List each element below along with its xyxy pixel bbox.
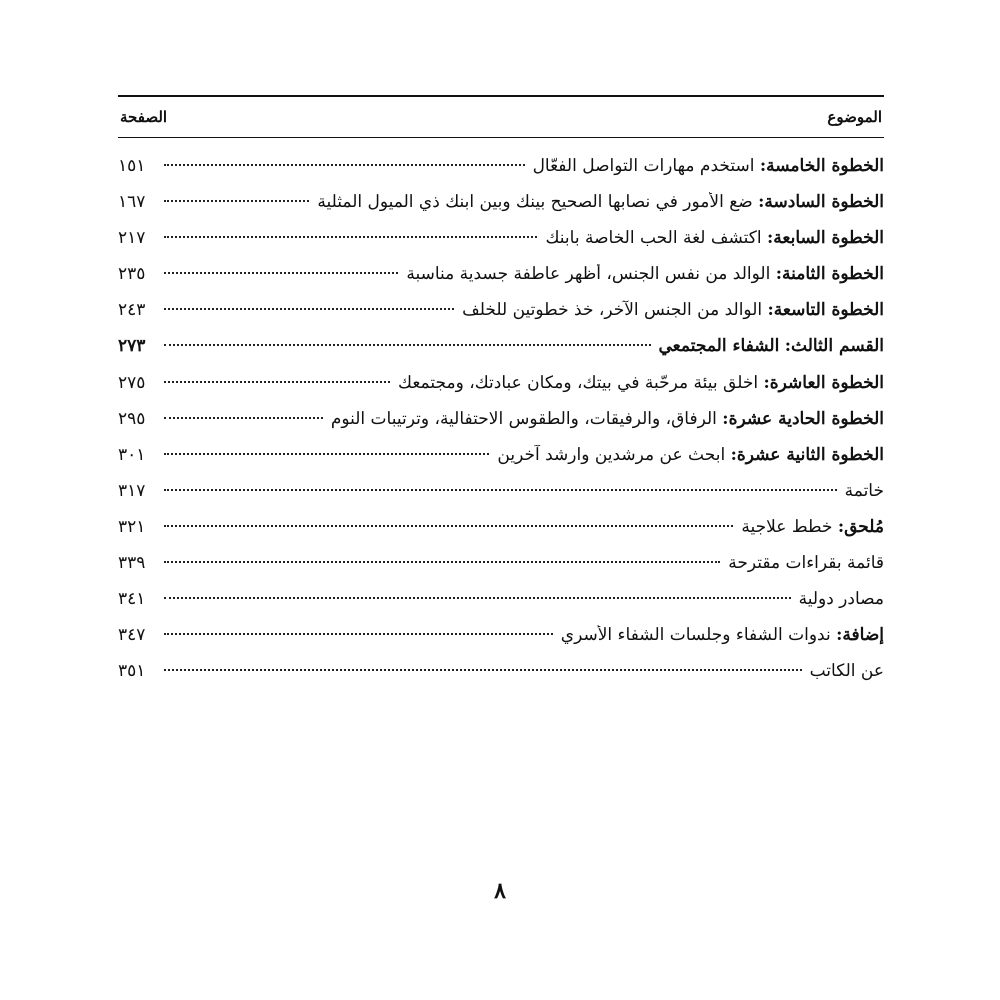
toc-title: استخدم مهارات التواصل الفعّال xyxy=(532,156,755,176)
toc-entry[interactable] xyxy=(118,553,884,589)
toc-title: قائمة بقراءات مقترحة xyxy=(728,553,884,574)
toc-leader-dots xyxy=(164,453,489,455)
toc-entry[interactable] xyxy=(118,625,884,661)
toc-title: خاتمة xyxy=(844,480,884,501)
toc-entry-text xyxy=(728,553,884,573)
toc-step-label: الخطوة الخامسة xyxy=(766,156,884,176)
toc-page-number: ٣٣٩ xyxy=(118,553,146,574)
toc-entry-text xyxy=(462,300,884,320)
toc-title: الرفاق، والرفيقات، والطقوس الاحتفالية، وترتيبات النوم xyxy=(330,408,717,429)
toc-title: اخلق بيئة مرحّبة في بيتك، ومكان عبادتك، ومجتمعك xyxy=(398,372,759,393)
toc-leader-dots xyxy=(164,236,537,238)
toc-separator: : xyxy=(836,625,843,646)
toc-separator: : xyxy=(766,228,774,249)
toc-leader-dots xyxy=(164,308,454,310)
toc-entry-text xyxy=(398,373,884,393)
toc-entry-text xyxy=(561,625,884,645)
toc-entry[interactable] xyxy=(118,445,884,481)
toc-entry-text xyxy=(741,517,884,537)
toc-step-label: الخطوة السابعة xyxy=(773,228,884,249)
toc-leader-dots xyxy=(164,489,837,491)
toc-separator: : xyxy=(775,264,782,285)
toc-title: الوالد من نفس الجنس، أظهر عاطفة جسدية مناسبة xyxy=(406,264,771,285)
toc-page-number: ٣٤٧ xyxy=(118,625,146,646)
toc-entry[interactable] xyxy=(118,481,884,517)
toc-step-label: إضافة xyxy=(842,625,884,646)
toc-entry-text xyxy=(810,661,884,681)
toc-leader-dots xyxy=(164,272,398,274)
toc-page-number: ٢٤٣ xyxy=(118,300,146,321)
toc-leader-dots xyxy=(164,633,553,635)
toc-step-label: الخطوة الثامنة xyxy=(782,264,884,285)
toc-entry[interactable] xyxy=(118,156,884,192)
toc-page-number: ٣٥١ xyxy=(118,661,146,682)
toc-page-number: ٣١٧ xyxy=(118,480,146,501)
toc-entry[interactable] xyxy=(118,264,884,300)
toc-entry[interactable] xyxy=(118,589,884,625)
toc-leader-dots xyxy=(164,381,390,383)
toc-entry-text xyxy=(799,589,884,609)
toc-entry-text xyxy=(317,192,884,212)
toc-title: عن الكاتب xyxy=(809,661,884,682)
toc-leader-dots xyxy=(164,525,733,527)
toc-leader-dots xyxy=(164,200,309,202)
toc-page xyxy=(118,95,884,697)
toc-page-number: ٢٧٣ xyxy=(118,336,146,357)
toc-entry-text xyxy=(406,264,884,284)
page-column-label: الصفحة xyxy=(120,108,168,126)
toc-step-label: الخطوة السادسة xyxy=(764,192,884,213)
toc-entry[interactable] xyxy=(118,228,884,264)
toc-leader-dots xyxy=(164,344,651,346)
toc-separator: : xyxy=(767,300,774,321)
toc-title: ابحث عن مرشدين وارشد آخرين xyxy=(497,444,726,465)
toc-entry-text xyxy=(497,445,884,465)
toc-page-number: ٣٠١ xyxy=(118,444,146,465)
toc-leader-dots xyxy=(164,561,720,563)
toc-separator: : xyxy=(730,444,737,465)
toc-separator: : xyxy=(759,156,767,176)
toc-entry-text xyxy=(659,336,884,356)
toc-entry[interactable] xyxy=(118,300,884,336)
toc-separator: : xyxy=(758,192,765,213)
toc-step-label: الخطوة الثانية عشرة xyxy=(736,444,884,465)
toc-list xyxy=(118,156,884,697)
toc-step-label: الخطوة الحادية عشرة xyxy=(728,408,884,429)
toc-leader-dots xyxy=(164,597,791,599)
toc-page-number: ١٦٧ xyxy=(118,192,146,213)
toc-page-number: ٣٤١ xyxy=(118,589,146,610)
toc-separator: : xyxy=(763,372,770,393)
toc-separator: : xyxy=(837,516,845,537)
toc-separator: : xyxy=(784,336,791,357)
toc-title: الوالد من الجنس الآخر، خذ خطوتين للخلف xyxy=(462,300,763,321)
toc-page-number: ٢٣٥ xyxy=(118,264,146,285)
toc-title: ضع الأمور في نصابها الصحيح بينك وبين ابنك ذي الميول المثلية xyxy=(317,192,753,213)
toc-entry[interactable] xyxy=(118,373,884,409)
toc-page-number: ٢٩٥ xyxy=(118,408,146,429)
toc-leader-dots xyxy=(164,417,323,419)
toc-entry-text xyxy=(545,228,884,248)
toc-section-heading[interactable] xyxy=(118,336,884,372)
toc-entry-text xyxy=(331,409,884,429)
toc-title: مصادر دولية xyxy=(798,589,884,610)
toc-leader-dots xyxy=(164,669,802,671)
toc-step-label: مُلحق xyxy=(844,516,884,537)
toc-page-number: ٢١٧ xyxy=(118,228,146,249)
toc-step-label: القسم الثالث xyxy=(791,336,884,357)
toc-title: الشفاء المجتمعي xyxy=(658,336,780,357)
toc-entry[interactable] xyxy=(118,661,884,697)
subject-column-label: الموضوع xyxy=(827,108,882,126)
toc-title: اكتشف لغة الحب الخاصة بابنك xyxy=(545,228,762,249)
toc-entry-text xyxy=(533,156,884,176)
toc-page-number: ٢٧٥ xyxy=(118,372,146,393)
page-number: ٨ xyxy=(494,878,506,904)
toc-title: خطط علاجية xyxy=(741,516,833,537)
toc-entry-text xyxy=(845,481,884,501)
toc-page-number: ١٥١ xyxy=(118,156,146,176)
toc-step-label: الخطوة التاسعة xyxy=(773,300,884,321)
toc-step-label: الخطوة العاشرة xyxy=(769,372,884,393)
toc-entry[interactable] xyxy=(118,517,884,553)
toc-page-number: ٣٢١ xyxy=(118,516,146,537)
toc-entry[interactable] xyxy=(118,192,884,228)
toc-header xyxy=(118,97,884,137)
header-bottom-rule xyxy=(118,137,884,138)
toc-separator: : xyxy=(722,408,729,429)
toc-entry[interactable] xyxy=(118,409,884,445)
toc-title: ندوات الشفاء وجلسات الشفاء الأسري xyxy=(560,625,831,646)
toc-leader-dots xyxy=(164,164,525,166)
